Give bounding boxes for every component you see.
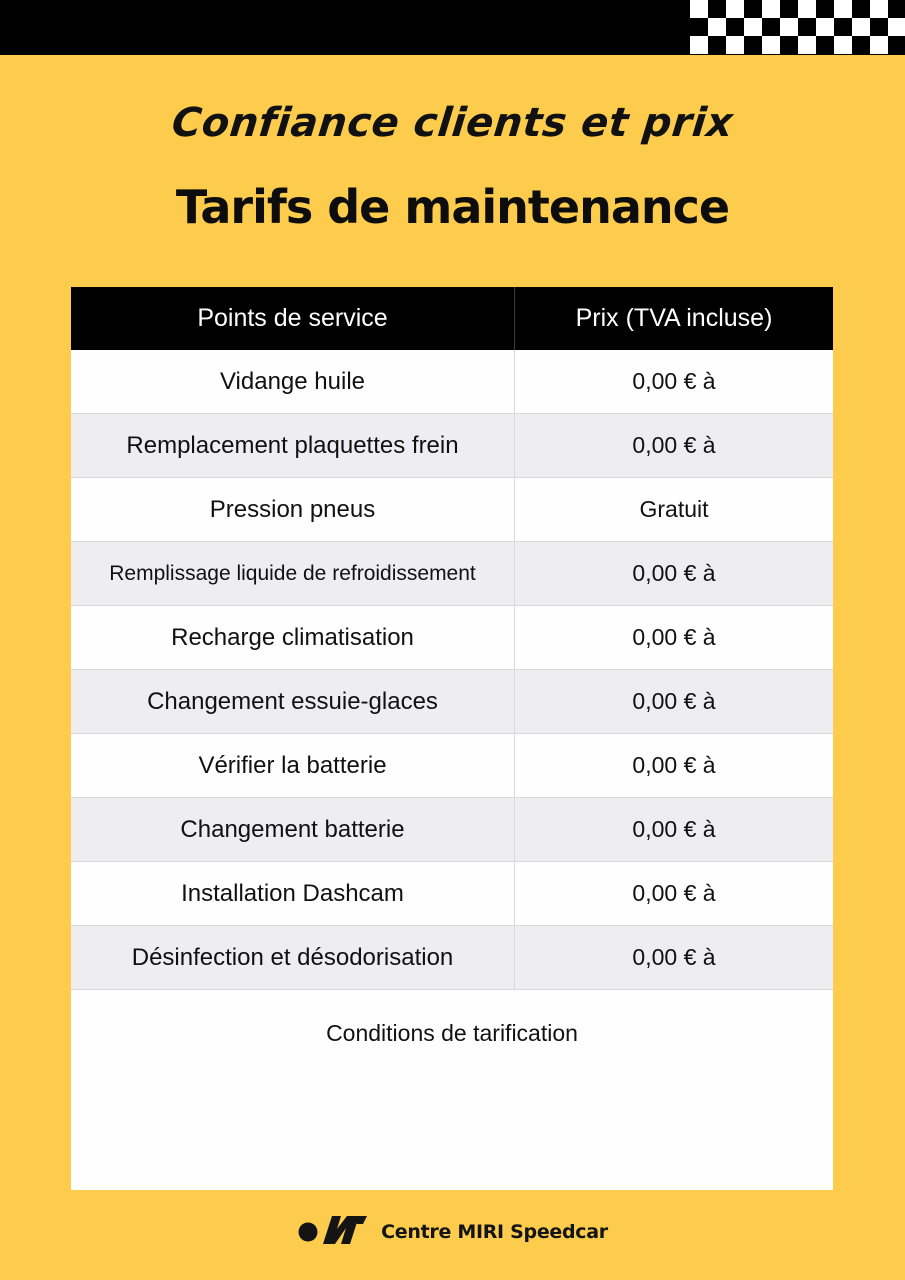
cell-service: Changement essuie-glaces (71, 670, 515, 733)
cell-price: 0,00 € à (632, 560, 716, 586)
cell-service: Installation Dashcam (71, 862, 515, 925)
cell-service: Pression pneus (71, 478, 515, 541)
eyebrow-text: Confiance clients et prix (169, 100, 736, 146)
cell-price: 0,00 € à (632, 368, 716, 394)
table-row (71, 926, 833, 990)
table-row (71, 350, 833, 414)
table-row (71, 478, 833, 542)
brand-name: Centre MIRI Speedcar (381, 1221, 608, 1243)
cell-price: 0,00 € à (632, 432, 716, 458)
cell-service: Recharge climatisation (71, 606, 515, 669)
table-row (71, 798, 833, 862)
cell-service: Remplissage liquide de refroidissement (71, 542, 515, 605)
cell-service: Vérifier la batterie (71, 734, 515, 797)
cell-price: 0,00 € à (632, 624, 716, 650)
table-header-row (71, 287, 833, 350)
page-title: Tarifs de maintenance (175, 180, 730, 234)
table-row (71, 862, 833, 926)
table-footnote: Conditions de tarification (71, 990, 833, 1190)
table-row (71, 606, 833, 670)
cell-service: Changement batterie (71, 798, 515, 861)
cell-service: Remplacement plaquettes frein (71, 414, 515, 477)
cell-price: 0,00 € à (632, 752, 716, 778)
cell-price: Gratuit (639, 496, 709, 522)
table-row (71, 414, 833, 478)
table-row (71, 670, 833, 734)
pricing-table-card (71, 287, 833, 1190)
column-header-service: Points de service (71, 287, 515, 350)
cell-service: Vidange huile (71, 350, 515, 413)
table-row (71, 542, 833, 606)
cell-price: 0,00 € à (632, 816, 716, 842)
top-black-bar (0, 0, 905, 55)
cell-price: 0,00 € à (632, 944, 716, 970)
cell-service: Désinfection et désodorisation (71, 926, 515, 989)
cell-price: 0,00 € à (632, 880, 716, 906)
table-row (71, 734, 833, 798)
brand-footer (0, 1208, 905, 1256)
checkered-flag-pattern-icon (690, 0, 905, 54)
column-header-price: Prix (TVA incluse) (575, 304, 773, 332)
cell-price: 0,00 € à (632, 688, 716, 714)
miri-speedcar-logo-icon (297, 1213, 369, 1252)
